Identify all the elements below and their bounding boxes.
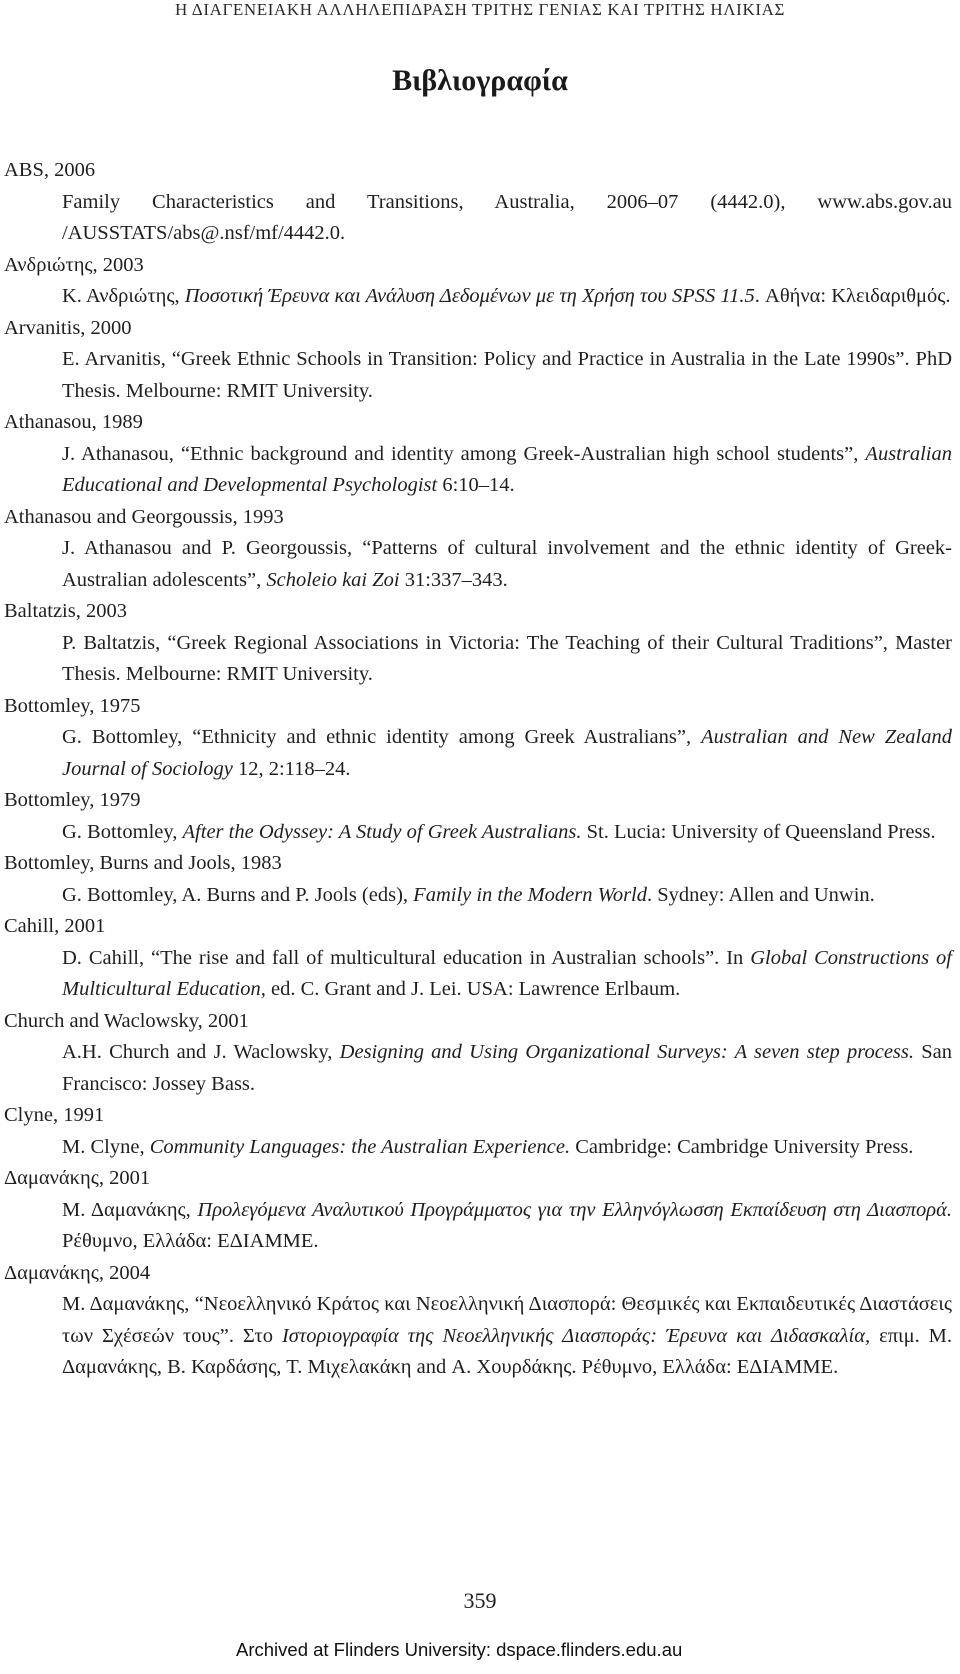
entry-key: Baltatzis, 2003 (4, 600, 127, 622)
entry-key: Cahill, 2001 (4, 915, 106, 937)
reference-title-italic: Australian Educational and Developmental Psychologist (62, 442, 952, 496)
page-title: Βιβλιογραφία (392, 64, 568, 97)
reference-title-italic: Community Languages: the Australian Experience. (149, 1135, 571, 1158)
reference-title-italic: Ποσοτική Έρευνα και Ανάλυση Δεδομένων με τη Χρήση του SPSS 11.5 (184, 285, 755, 307)
reference-text: ed. C. Grant and J. Lei. USA: Lawrence Erlbaum. (265, 978, 681, 1000)
entry-reference (62, 439, 952, 502)
reference-text: E. Arvanitis, “Greek Ethnic Schools in Transition: Policy and Practice in Australia in the Late 1990s”. PhD Thesis. Melbourne: RMIT University. (62, 348, 952, 402)
reference-text: 31:337–343. (399, 568, 508, 591)
reference-text: J. Athanasou, “Ethnic background and identity among Greek-Australian high school students”, (62, 442, 866, 465)
entry-key: Athanasou, 1989 (4, 411, 143, 433)
page-number: 359 (463, 1588, 497, 1613)
reference-title-italic: Ιστοριογραφία της Νεοελληνικής Διασποράς: Έρευνα και Διδασκαλία, (281, 1324, 871, 1347)
reference-text: Μ. Δαμανάκης, (62, 1198, 198, 1221)
bibliography-entry (4, 911, 952, 1006)
bibliography-entry (4, 250, 952, 313)
reference-text: 6:10–14. (437, 474, 515, 496)
entry-key: Ανδριώτης, 2003 (4, 253, 144, 276)
entry-reference (62, 1195, 952, 1258)
entry-reference (62, 533, 952, 596)
entry-reference (62, 628, 952, 691)
entry-key: Church and Waclowsky, 2001 (4, 1009, 249, 1032)
reference-text: Cambridge: Cambridge University Press. (570, 1135, 914, 1158)
reference-text: A.H. Church and J. Waclowsky, (62, 1041, 340, 1063)
reference-text: . Sydney: Allen and Unwin. (647, 883, 875, 906)
reference-title-italic: Global Constructions of Multicultural Education, (62, 946, 952, 1000)
reference-text: G. Bottomley, (62, 820, 183, 843)
reference-text: P. Baltatzis, “Greek Regional Associations in Victoria: The Teaching of their Cultural Traditions”, Master Thesis. Melbourne: RMIT University. (62, 631, 952, 685)
bibliography-entry (4, 313, 952, 408)
reference-title-italic: Προλεγόμενα Αναλυτικού Προγράμματος για την Ελληνόγλωσση Εκπαίδευση στη Διασπορά. (197, 1198, 952, 1221)
bibliography-entry (4, 1100, 952, 1163)
bibliography-entry (4, 785, 952, 848)
entry-key: Clyne, 1991 (4, 1104, 105, 1126)
bibliography-entry (4, 155, 952, 250)
bibliography-entry (4, 848, 952, 911)
reference-title-italic: After the Odyssey: A Study of Greek Australians. (182, 820, 582, 843)
entry-reference (62, 187, 952, 250)
reference-title-italic: Scholeio kai Zoi (266, 568, 400, 591)
reference-text: San Francisco: Jossey Bass. (62, 1041, 953, 1095)
reference-title-italic: Family in the Modern World (413, 883, 647, 906)
reference-text: 12, 2:118–24. (232, 757, 351, 780)
reference-text: D. Cahill, “The rise and fall of multicultural education in Australian schools”. In (62, 946, 751, 969)
entry-key: Bottomley, 1979 (4, 789, 141, 811)
reference-text: J. Athanasou and P. Georgoussis, “Patterns of cultural involvement and the ethnic identity of Greek-Australian adolescents”, (62, 537, 952, 591)
reference-title-italic: Australian and New Zealand Journal of Sociology (62, 726, 952, 780)
reference-text: G. Bottomley, A. Burns and P. Jools (eds), (62, 883, 414, 906)
entry-reference (62, 344, 952, 407)
reference-text: St. Lucia: University of Queensland Press. (581, 820, 936, 843)
bibliography-entry (4, 691, 952, 786)
reference-text: M. Clyne, (62, 1135, 150, 1158)
entry-reference (62, 943, 952, 1006)
entry-reference (62, 722, 952, 785)
entry-key: Bottomley, Burns and Jools, 1983 (4, 852, 282, 874)
entry-key: Arvanitis, 2000 (4, 316, 132, 339)
bibliography-entry (4, 502, 952, 597)
running-head: Η ΔΙΑΓΕΝΕΙΑΚΗ ΑΛΛΗΛΕΠΙΔΡΑΣΗ ΤΡΙΤΗΣ ΓΕΝΙΑΣ ΚΑΙ ΤΡΙΤΗΣ ΗΛΙΚΙΑΣ (175, 0, 785, 19)
bibliography-entry (4, 596, 952, 691)
reference-text: επιμ. Μ. Δαμανάκης, Β. Καρδάσης, Τ. Μιχελακάκη and Α. Χουρδάκης. Ρέθυμνο, Ελλάδα: ΕΔΙΑΜΜΕ. (62, 1324, 952, 1378)
reference-text: Ρέθυμνο, Ελλάδα: ΕΔΙΑΜΜΕ. (62, 1230, 319, 1252)
entry-reference (62, 880, 952, 912)
entry-reference (62, 817, 952, 849)
bibliography-entry (4, 407, 952, 502)
archive-note: Archived at Flinders University: dspace.flinders.edu.au (236, 1639, 683, 1660)
entry-key: ABS, 2006 (4, 159, 96, 181)
entry-key: Athanasou and Georgoussis, 1993 (4, 505, 284, 528)
bibliography-entry (4, 1258, 952, 1384)
reference-title-italic: Designing and Using Organizational Surveys: A seven step process. (339, 1041, 915, 1063)
reference-text: Family Characteristics and Transitions, Australia, 2006–07 (4442.0), www.abs.gov.au /AUSSTATS/abs@.nsf/mf/4442.0. (62, 190, 952, 244)
entry-reference (62, 1289, 952, 1384)
entry-reference (62, 1132, 952, 1164)
entry-reference (62, 281, 952, 313)
bibliography-entry (4, 1006, 952, 1101)
reference-text: G. Bottomley, “Ethnicity and ethnic identity among Greek Australians”, (62, 726, 702, 748)
entry-reference (62, 1037, 952, 1100)
entry-key: Δαμανάκης, 2001 (4, 1167, 151, 1189)
reference-text: Μ. Δαμανάκης, “Νεοελληνικό Κράτος και Νεοελληνική Διασπορά: Θεσμικές και Εκπαιδευτικές Διαστάσεις των Σχέσεών τους”. Στο (62, 1293, 952, 1347)
reference-text: . Αθήνα: Κλειδαριθμός. (754, 285, 951, 307)
entry-key: Δαμανάκης, 2004 (4, 1261, 151, 1284)
reference-text: Κ. Ανδριώτης, (62, 285, 185, 307)
entry-key: Bottomley, 1975 (4, 694, 141, 717)
bibliography-list (4, 155, 952, 1384)
bibliography-entry (4, 1163, 952, 1258)
